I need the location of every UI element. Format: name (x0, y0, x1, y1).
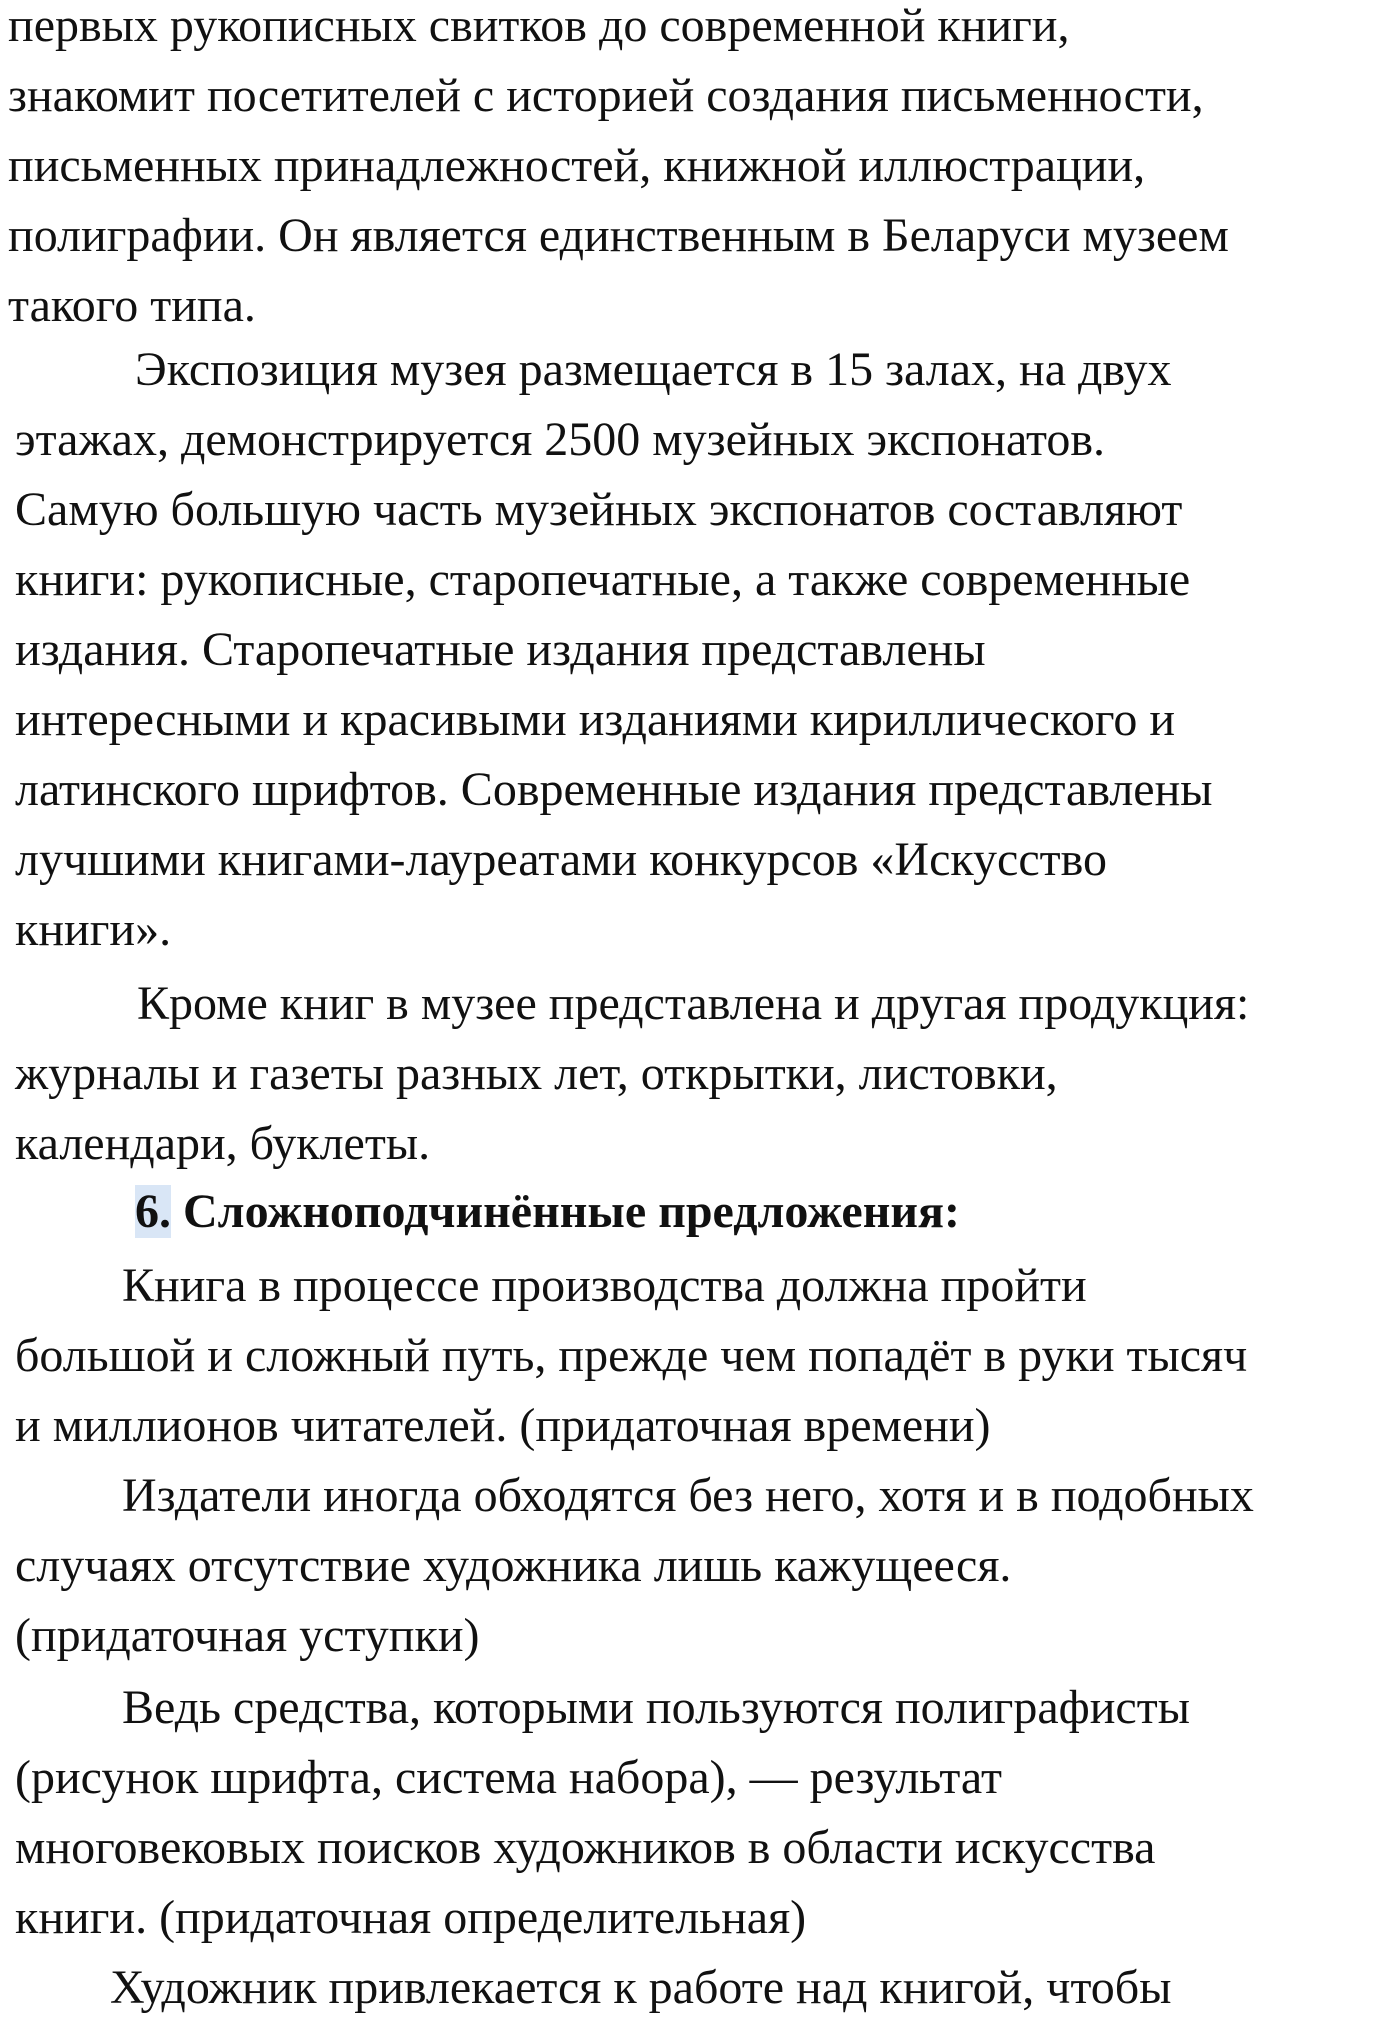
text-line: Кроме книг в музее представлена и другая продукция: (137, 977, 1250, 1030)
text-line: полиграфии. Он является единственным в Беларуси музеем (8, 209, 1229, 262)
text-line: книги: рукописные, старопечатные, а также современные (15, 553, 1191, 606)
section-heading (135, 1185, 960, 1238)
text-line: книги». (15, 903, 172, 956)
text-line: журналы и газеты разных лет, открытки, листовки, (15, 1047, 1058, 1100)
text-line: Экспозиция музея размещается в 15 залах, на двух (135, 343, 1172, 396)
text-line: Книга в процессе производства должна пройти (122, 1259, 1087, 1312)
text-line: знакомит посетителей с историей создания письменности, (8, 69, 1204, 122)
text-line: (рисунок шрифта, система набора), — результат (15, 1751, 1002, 1804)
text-line: календари, буклеты. (15, 1117, 431, 1170)
text-line: и миллионов читателей. (придаточная времени) (15, 1399, 991, 1452)
text-line: многовековых поисков художников в области искусства (15, 1821, 1156, 1874)
heading-number: 6. (135, 1185, 171, 1238)
text-line: (придаточная уступки) (15, 1609, 480, 1662)
text-line: этажах, демонстрируется 2500 музейных экспонатов. (15, 413, 1106, 466)
text-line: такого типа. (8, 279, 256, 332)
text-line: Художник привлекается к работе над книгой, чтобы (110, 1961, 1172, 2014)
text-line: первых рукописных свитков до современной книги, (8, 0, 1070, 52)
text-line: письменных принадлежностей, книжной иллюстрации, (8, 139, 1146, 192)
text-line: интересными и красивыми изданиями кириллического и (15, 693, 1176, 746)
text-line: издания. Старопечатные издания представлены (15, 623, 986, 676)
heading-text: Сложноподчинённые предложения: (171, 1185, 960, 1238)
text-line: случаях отсутствие художника лишь кажущееся. (15, 1539, 1012, 1592)
text-line: большой и сложный путь, прежде чем попадёт в руки тысяч (15, 1329, 1248, 1382)
text-line: Издатели иногда обходятся без него, хотя и в подобных (122, 1469, 1254, 1522)
text-line: книги. (придаточная определительная) (15, 1891, 807, 1944)
text-line: лучшими книгами-лауреатами конкурсов «Искусство (15, 833, 1107, 886)
text-line: Ведь средства, которыми пользуются полиграфисты (122, 1681, 1190, 1734)
text-line: Самую большую часть музейных экспонатов составляют (15, 483, 1183, 536)
text-line: латинского шрифтов. Современные издания представлены (15, 763, 1213, 816)
